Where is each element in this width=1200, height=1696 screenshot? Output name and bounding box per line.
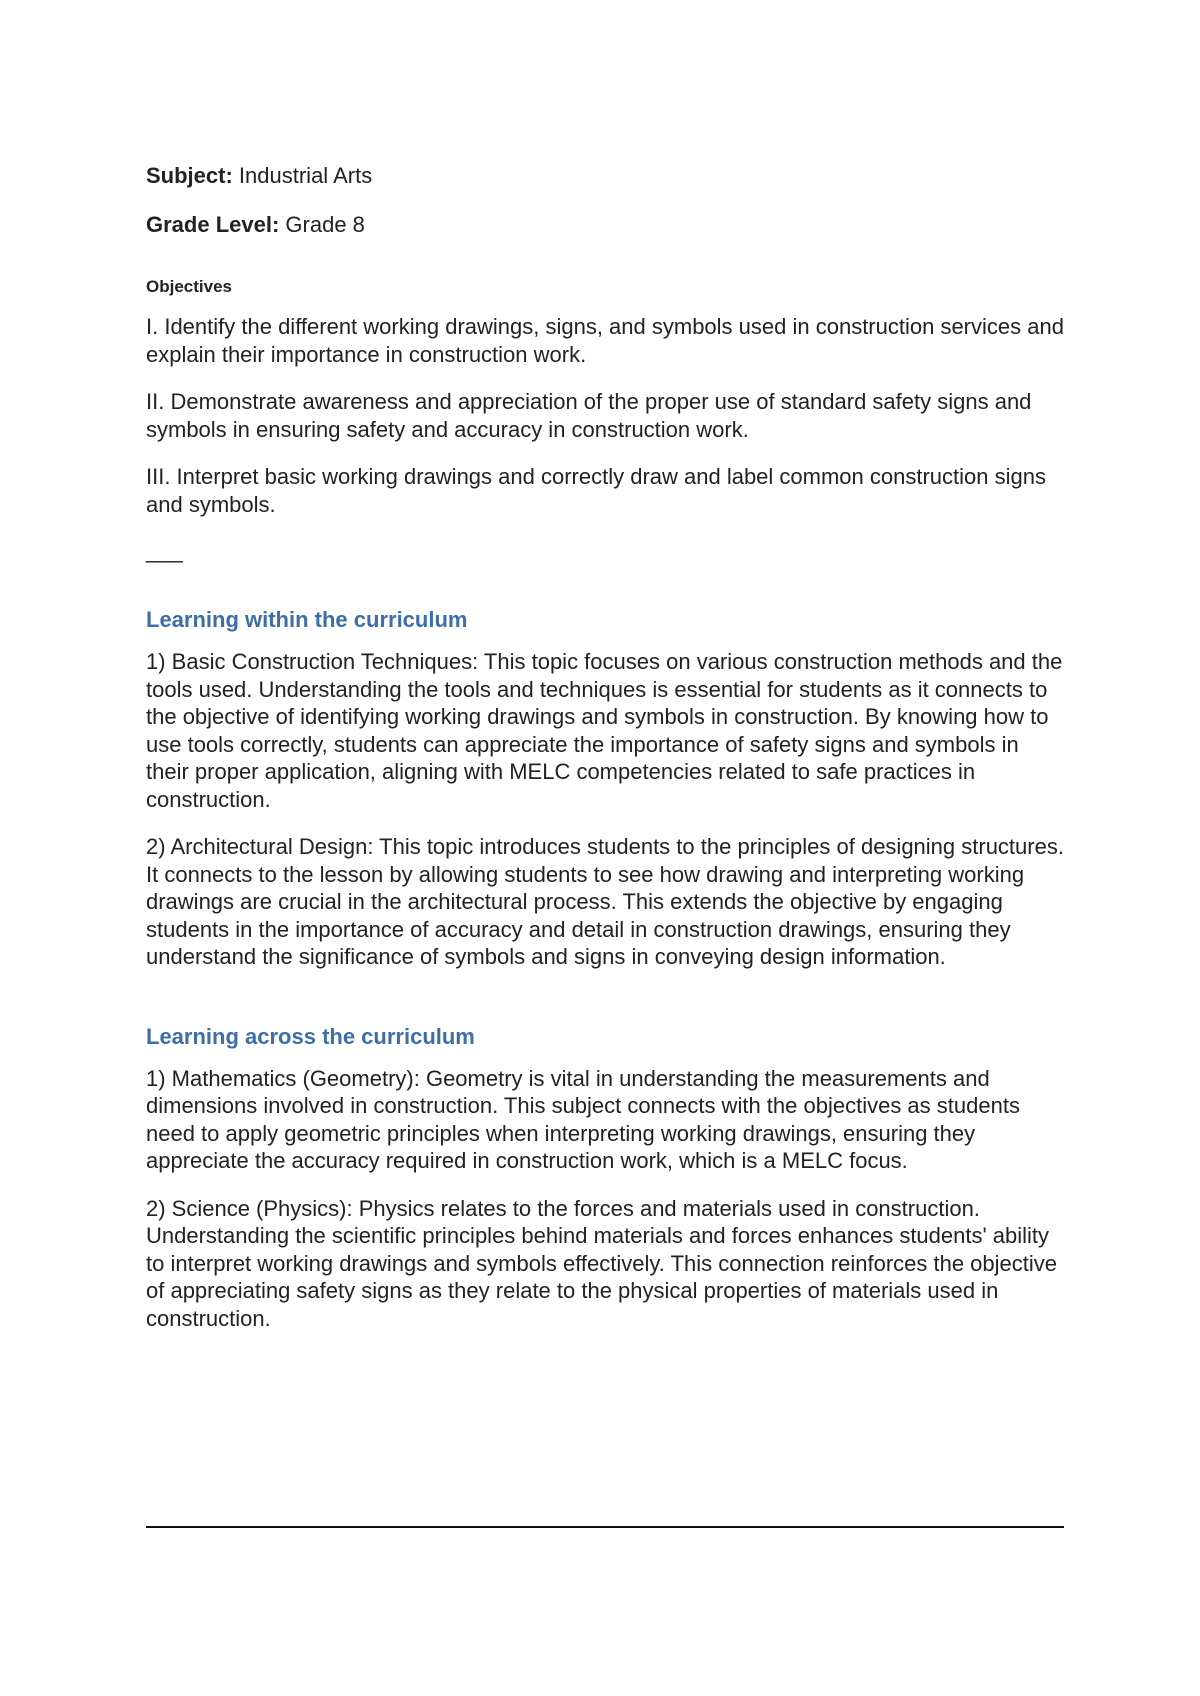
within-item-1: 1) Basic Construction Techniques: This topic focuses on various construction methods and the tools used. Understanding the tools and techniques is essential for students as it connects to the objective of identifying working drawings and symbols in construction. By knowing how to use tools correctly, students can appreciate the importance of safety signs and symbols in their proper application, aligning with MELC competencies related to safe practices in construction. xyxy=(146,649,1063,812)
grade-label: Grade Level: xyxy=(146,211,280,237)
across-item-1: 1) Mathematics (Geometry): Geometry is vital in understanding the measurements and dimensions involved in construction. This subject connects with the objectives as students need to apply geometric principles when interpreting working drawings, ensuring they appreciate the accuracy required in construction work, which is a MELC focus. xyxy=(146,1065,1020,1173)
subject-label: Subject: xyxy=(146,163,233,188)
subject-value: Industrial Arts xyxy=(238,163,373,188)
bottom-rule xyxy=(146,1526,1064,1528)
within-curriculum-heading: Learning within the curriculum xyxy=(146,607,468,632)
grade-line xyxy=(146,211,1066,239)
subject-line xyxy=(146,162,1066,190)
objective-item-1: I. Identify the different working drawings, signs, and symbols used in construction services and explain their importance in construction work. xyxy=(146,314,1064,367)
document-page xyxy=(146,162,1066,1352)
objective-item-3: III. Interpret basic working drawings and correctly draw and label common construction signs and symbols. xyxy=(146,464,1046,517)
divider-text: ___ xyxy=(146,538,183,563)
objectives-heading: Objectives xyxy=(146,277,232,296)
grade-value: Grade 8 xyxy=(285,211,365,237)
across-item-2: 2) Science (Physics): Physics relates to the forces and materials used in construction. Understanding the scientific principles behind materials and forces enhances students' ability to interpret working drawings and symbols effectively. This connection reinforces the objective of appreciating safety signs as they relate to the physical properties of materials used in construction. xyxy=(146,1195,1058,1331)
objective-item-2: II. Demonstrate awareness and appreciation of the proper use of standard safety signs and symbols in ensuring safety and accuracy in construction work. xyxy=(146,389,1032,442)
across-curriculum-heading: Learning across the curriculum xyxy=(146,1023,475,1049)
within-item-2: 2) Architectural Design: This topic introduces students to the principles of designing structures. It connects to the lesson by allowing students to see how drawing and interpreting working drawings are crucial in the architectural process. This extends the objective by engaging students in the importance of accuracy and detail in construction drawings, ensuring they understand the significance of symbols and signs in conveying design information. xyxy=(146,834,1064,969)
